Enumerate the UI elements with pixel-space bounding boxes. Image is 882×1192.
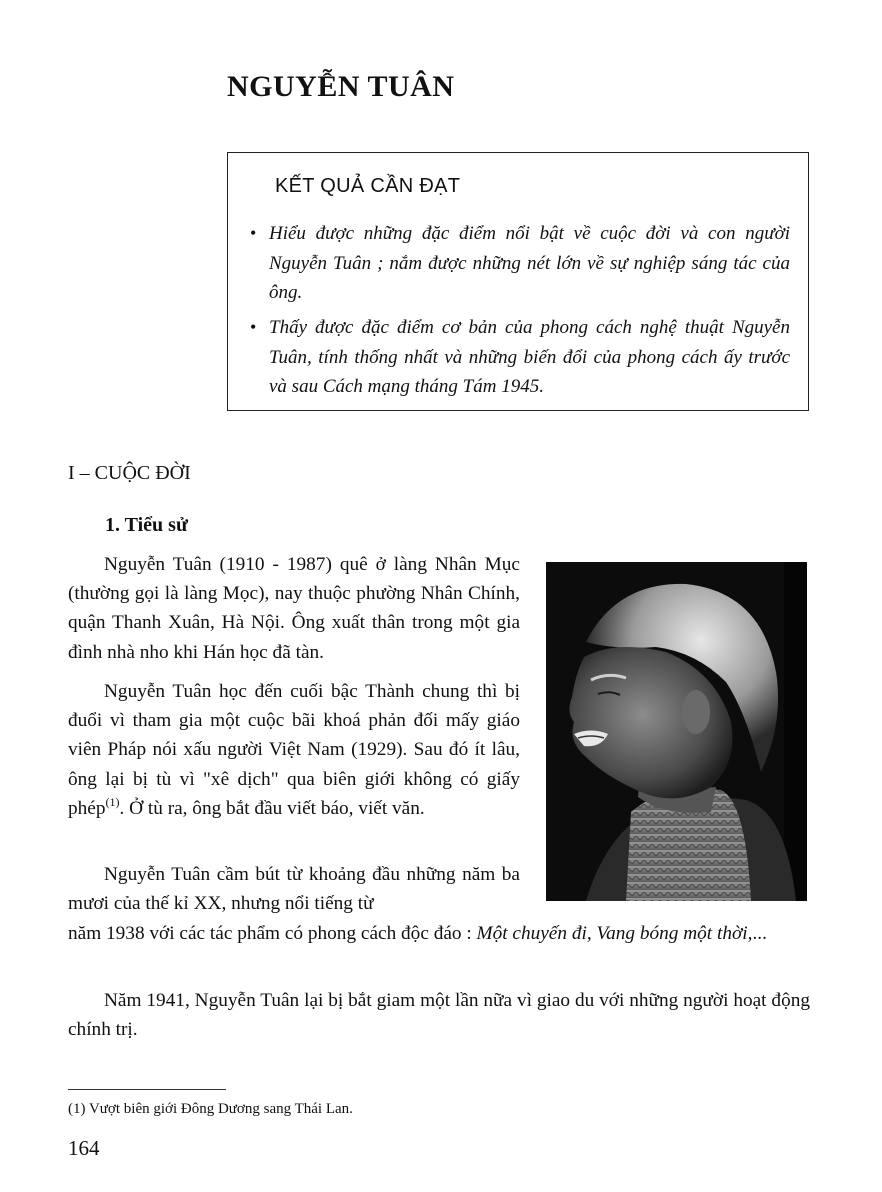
bullet-icon: • [250,223,257,243]
bullet-icon: • [250,317,257,337]
footnote: (1) Vượt biên giới Đông Dương sang Thái Lan. [68,1101,353,1117]
author-portrait-photo [546,562,807,901]
paragraph-3-rest [68,919,810,948]
work-titles: Một chuyến đi, Vang bóng một thời [476,923,748,944]
paragraph-4: Năm 1941, Nguyễn Tuân lại bị bắt giam một lần nữa vì giao du với những người hoạt động chính trị. [68,990,810,1041]
goals-heading: KẾT QUẢ CẦN ĐẠT [275,175,461,197]
goal-text: Hiểu được những đặc điểm nổi bật về cuộc đời và con người Nguyễn Tuân ; nắm được những nét lớn về sự nghiệp sáng tác của ông. [269,223,790,303]
paragraph-2-text-end: . Ở tù ra, ông bắt đầu viết báo, viết văn. [119,797,425,819]
goal-item [250,219,790,308]
paragraph-3-start: Nguyễn Tuân cầm bút từ khoảng đầu những năm ba mươi của thế kỉ XX, nhưng nổi tiếng từ [68,864,520,915]
footnote-ref: (1) [105,794,120,809]
subsection-heading: 1. Tiểu sử [105,514,188,536]
learning-goals-box [227,152,809,411]
page-number: 164 [68,1136,100,1160]
section-heading: I – CUỘC ĐỜI [68,462,191,484]
footnote-divider [68,1089,226,1090]
paragraph-2-text: Nguyễn Tuân học đến cuối bậc Thành chung thì bị đuổi vì tham gia một cuộc bãi khoá phản đối mấy giáo viên Pháp nói xấu người Việt Nam (1929). Sau đó ít lâu, ông lại bị tù vì "xê dịch" qua biên giới không có giấy phép [68,681,520,819]
goal-text: Thấy được đặc điểm cơ bản của phong cách nghệ thuật Nguyễn Tuân, tính thống nhất và những biến đổi của phong cách ấy trước và sau Cách mạng tháng Tám 1945. [269,317,790,397]
paragraph-2 [68,677,520,823]
paragraph-1: Nguyễn Tuân (1910 - 1987) quê ở làng Nhân Mục (thường gọi là làng Mọc), nay thuộc phường Nhân Chính, quận Thanh Xuân, Hà Nội. Ông xuất thân trong một gia đình nhà nho khi Hán học đã tàn. [68,554,520,663]
paragraph-3-text: năm 1938 với các tác phẩm có phong cách độc đáo : [68,923,477,944]
goal-item [250,313,790,402]
paragraph-3-ellipsis: ,... [747,923,767,944]
page-title: NGUYỄN TUÂN [227,70,455,103]
